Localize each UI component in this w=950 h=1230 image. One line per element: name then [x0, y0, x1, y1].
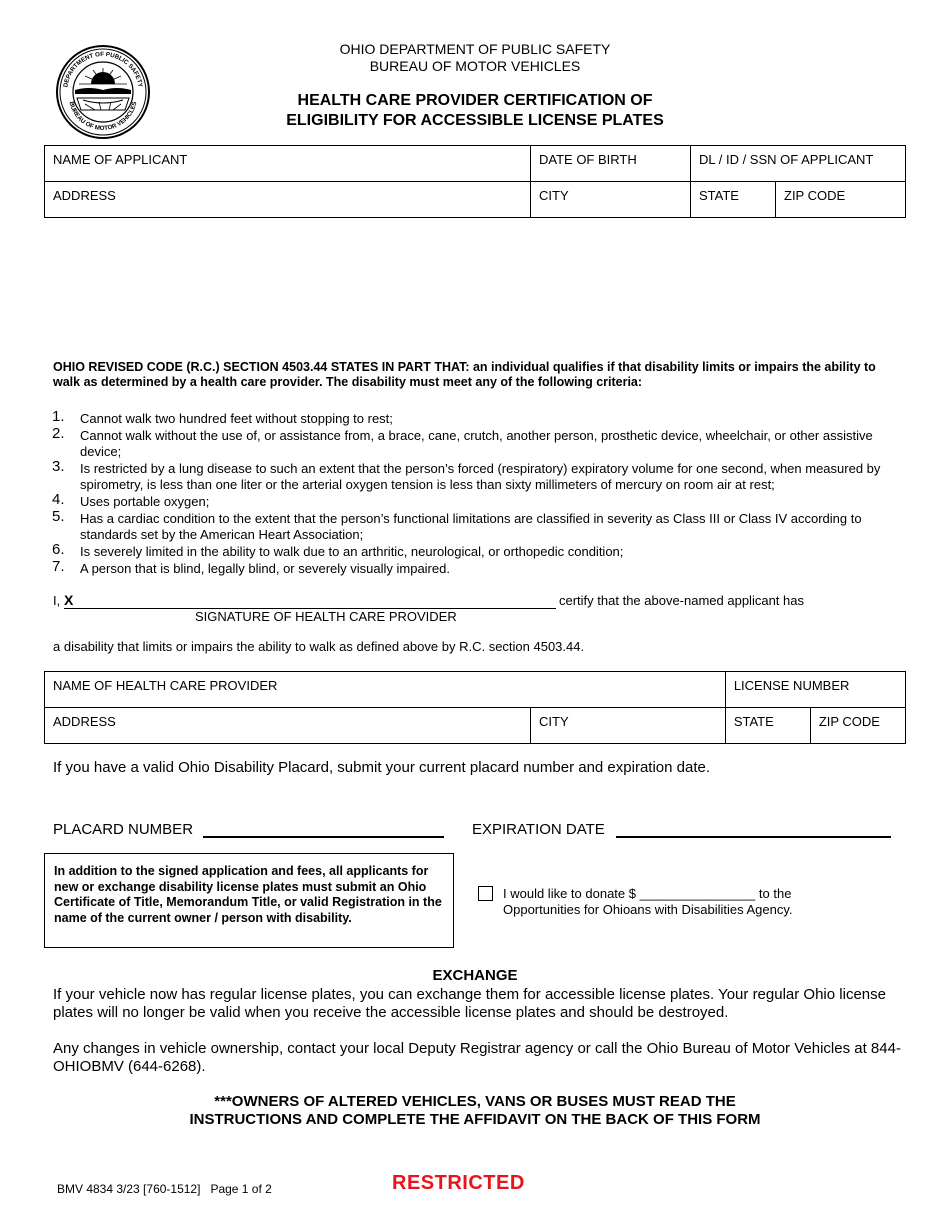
criteria-text: Uses portable oxygen; — [80, 494, 210, 509]
donation-suffix: to the — [758, 886, 792, 901]
donation-amount-input[interactable]: ________________ — [639, 886, 756, 901]
form-title-line2: ELIGIBILITY FOR ACCESSIBLE LICENSE PLATES — [286, 112, 664, 129]
warning-line1: ***OWNERS OF ALTERED VEHICLES, VANS OR BUSES MUST READ THE — [214, 1093, 736, 1110]
provider-name-label: NAME OF HEALTH CARE PROVIDER — [53, 678, 278, 693]
criteria-text: Cannot walk without the use of, or assistance from, a brace, cane, crutch, another person, prosthetic device, wheelchair, or other assistive device; — [80, 428, 873, 459]
applicant-city-field[interactable] — [531, 182, 691, 218]
exchange-paragraph-1: If your vehicle now has regular license plates, you can exchange them for accessible license plates. Your regular Ohio license plates will no longer be valid when you receive the accessible license plates and should be destroyed. — [53, 986, 886, 1021]
donation-line1 — [503, 886, 791, 901]
dl-id-ssn-field[interactable] — [691, 146, 906, 182]
criteria-text: Cannot walk two hundred feet without stopping to rest; — [80, 411, 393, 426]
provider-state-field[interactable] — [725, 708, 810, 744]
applicant-zip-label: ZIP CODE — [784, 188, 846, 203]
applicant-info-table — [44, 145, 906, 218]
expiration-date-label: EXPIRATION DATE — [472, 821, 605, 838]
applicant-address-label: ADDRESS — [53, 188, 116, 203]
provider-city-field[interactable] — [531, 708, 726, 744]
placard-number-label: PLACARD NUMBER — [53, 821, 194, 838]
criteria-number: 6. — [52, 541, 65, 558]
fees-note-text: In addition to the signed application and fees, all applicants for new or exchange disability license plates must submit an Ohio Certificate of Title, Memorandum Title, or valid Registration in the name of the current owner / person with disability. — [54, 864, 442, 925]
certify-prefix: I, — [53, 593, 61, 608]
provider-info-table — [44, 671, 906, 744]
date-of-birth-label: DATE OF BIRTH — [539, 152, 637, 167]
dl-id-ssn-label: DL / ID / SSN OF APPLICANT — [699, 152, 874, 167]
donate-checkbox[interactable] — [478, 886, 493, 901]
bureau-name: BUREAU OF MOTOR VEHICLES — [369, 58, 581, 74]
criteria-number: 2. — [52, 425, 65, 442]
criteria-number: 3. — [52, 458, 65, 475]
applicant-address-field[interactable] — [45, 182, 531, 218]
donation-agency: Opportunities for Ohioans with Disabilities Agency. — [503, 902, 793, 917]
license-number-label: LICENSE NUMBER — [733, 678, 850, 693]
applicant-state-field[interactable] — [691, 182, 776, 218]
warning-line2: INSTRUCTIONS AND COMPLETE THE AFFIDAVIT ON THE BACK OF THIS FORM — [189, 1111, 761, 1128]
provider-state-label: STATE — [733, 714, 774, 729]
ohio-seal — [55, 44, 151, 140]
code-statement: OHIO REVISED CODE (R.C.) SECTION 4503.44 STATES IN PART THAT: an individual qualifies if that disability limits or impairs the ability to walk as determined by a health care provider. The disability must meet any of the following criteria: — [53, 360, 876, 389]
criteria-number: 4. — [52, 491, 65, 508]
criteria-number: 1. — [52, 408, 65, 425]
applicant-zip-field[interactable] — [776, 182, 906, 218]
applicant-name-field[interactable] — [45, 146, 531, 182]
provider-name-field[interactable] — [45, 672, 726, 708]
placard-note: If you have a valid Ohio Disability Placard, submit your current placard number and expiration date. — [53, 759, 711, 776]
restricted-stamp: RESTRICTED — [392, 1172, 525, 1194]
criteria-number: 7. — [52, 558, 65, 575]
exchange-paragraph-2: Any changes in vehicle ownership, contact your local Deputy Registrar agency or call the Ohio Bureau of Motor Vehicles at 844-OHIOBMV (644-6268). — [53, 1040, 901, 1075]
provider-address-field[interactable] — [45, 708, 531, 744]
agency-name: OHIO DEPARTMENT OF PUBLIC SAFETY — [339, 41, 611, 57]
signature-label: SIGNATURE OF HEALTH CARE PROVIDER — [195, 609, 457, 624]
applicant-state-label: STATE — [699, 188, 739, 203]
license-number-field[interactable] — [725, 672, 905, 708]
form-id: BMV 4834 3/23 [760-1512] Page 1 of 2 — [57, 1182, 272, 1196]
certify-continuation: a disability that limits or impairs the ability to walk as defined above by R.C. section 4503.44. — [53, 639, 585, 654]
provider-address-label: ADDRESS — [53, 714, 116, 729]
form-title-line1: HEALTH CARE PROVIDER CERTIFICATION OF — [297, 92, 653, 109]
svg-text:DEPARTMENT OF PUBLIC SAFETY: DEPARTMENT OF PUBLIC SAFETY — [62, 50, 144, 88]
provider-zip-field[interactable] — [810, 708, 905, 744]
applicant-name-label: NAME OF APPLICANT — [53, 152, 188, 167]
provider-zip-label: ZIP CODE — [818, 714, 880, 729]
criteria-text: Is restricted by a lung disease to such an extent that the person’s forced (respiratory) expiratory volume for one second, when measured by spirometry, is less than one liter or the arterial oxygen tension is less than sixty millimeters of mercury on room air at rest; — [80, 461, 881, 492]
criteria-text: Is severely limited in the ability to walk due to an arthritic, neurological, or orthopedic condition; — [80, 544, 624, 559]
exchange-heading: EXCHANGE — [432, 967, 518, 984]
certify-suffix: certify that the above-named applicant has — [559, 593, 804, 608]
criteria-text: A person that is blind, legally blind, or severely visually impaired. — [80, 561, 450, 576]
applicant-city-label: CITY — [539, 188, 569, 203]
date-of-birth-field[interactable] — [531, 146, 691, 182]
provider-city-label: CITY — [539, 714, 569, 729]
criteria-number: 5. — [52, 508, 65, 525]
signature-x-mark: X — [64, 592, 74, 608]
placard-number-input[interactable] — [203, 822, 444, 838]
provider-signature-line[interactable] — [64, 594, 556, 609]
expiration-date-input[interactable] — [616, 822, 891, 838]
svg-text:BUREAU OF MOTOR VEHICLES: BUREAU OF MOTOR VEHICLES — [67, 100, 139, 133]
fees-note-box — [44, 853, 454, 948]
criteria-text: Has a cardiac condition to the extent that the person’s functional limitations are classified in severity as Class III or Class IV according to standards set by the American Heart Association; — [80, 511, 862, 542]
donation-prefix: I would like to donate $ — [503, 886, 636, 901]
